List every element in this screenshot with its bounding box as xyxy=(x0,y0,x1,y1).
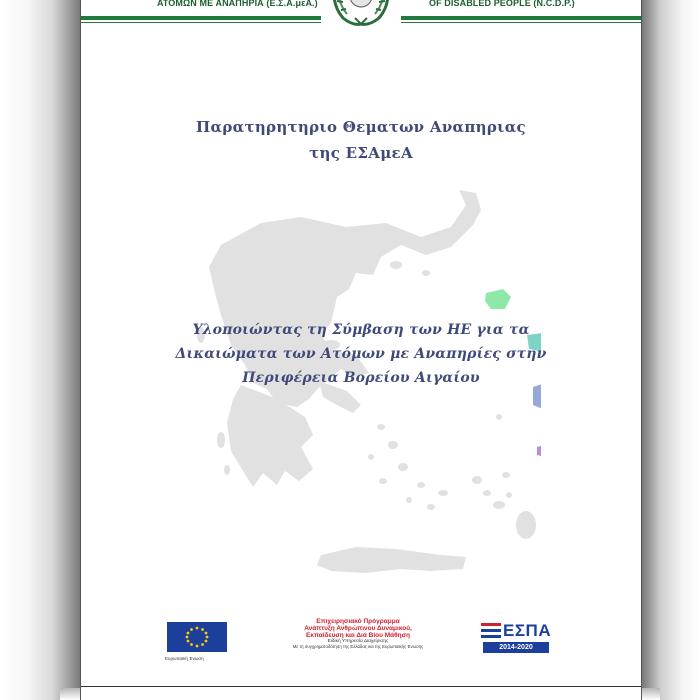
document-subtitle xyxy=(121,318,601,390)
op-line-5: Με τη συγχρηματοδότηση της Ελλάδας και της Ευρωπαϊκής Ένωσης xyxy=(292,644,424,649)
subtitle-line-1: Υλοποιώντας τη Σύμβαση των ΗΕ για τα xyxy=(192,322,530,338)
page-shadow-right xyxy=(640,0,700,700)
funding-logos xyxy=(81,616,641,666)
title-line-2: της ΕΣΑμεΑ xyxy=(309,144,413,162)
page-shadow-left xyxy=(0,0,80,700)
subtitle-line-2: Δικαιώματα των Ατόμων με Αναπηρίες στην xyxy=(175,346,547,362)
eu-flag-icon xyxy=(167,622,227,652)
eu-caption: Ευρωπαϊκή Ένωση xyxy=(165,656,204,661)
dodecanese-region-west xyxy=(537,443,541,457)
espa-logo xyxy=(481,622,551,656)
page-bottom-rule xyxy=(81,686,641,687)
organization-emblem-icon xyxy=(321,0,401,28)
document-title xyxy=(81,114,641,166)
espa-wordmark: ΕΣΠΑ xyxy=(503,621,552,640)
header-left-text: ΑΤΟΜΩΝ ΜΕ ΑΝΑΠΗΡΙΑ (Ε.Σ.Α.μεΑ.) xyxy=(157,0,318,8)
document-page xyxy=(80,0,642,700)
lesvos-region xyxy=(485,289,511,309)
title-line-1: Παρατηρητηριο Θεματων Αναπηριας xyxy=(196,118,526,136)
op-line-1: Επιχειρησιακό Πρόγραμμα xyxy=(316,618,400,625)
espa-stripes-icon xyxy=(481,623,501,639)
op-line-4: Ειδική Υπηρεσία Διαχείρισης xyxy=(327,639,389,644)
header-right-text: OF DISABLED PEOPLE (N.C.D.P.) xyxy=(429,0,575,8)
op-line-2: Ανάπτυξη Ανθρώπινου Δυναμικού, xyxy=(304,625,412,632)
espa-years: 2014-2020 xyxy=(483,642,549,653)
subtitle-line-3: Περιφέρεια Βορείου Αιγαίου xyxy=(242,370,480,386)
operational-programme-logo xyxy=(277,618,439,649)
greece-map xyxy=(181,185,541,595)
op-line-3: Εκπαίδευση και Διά Βίου Μάθηση xyxy=(305,632,411,639)
